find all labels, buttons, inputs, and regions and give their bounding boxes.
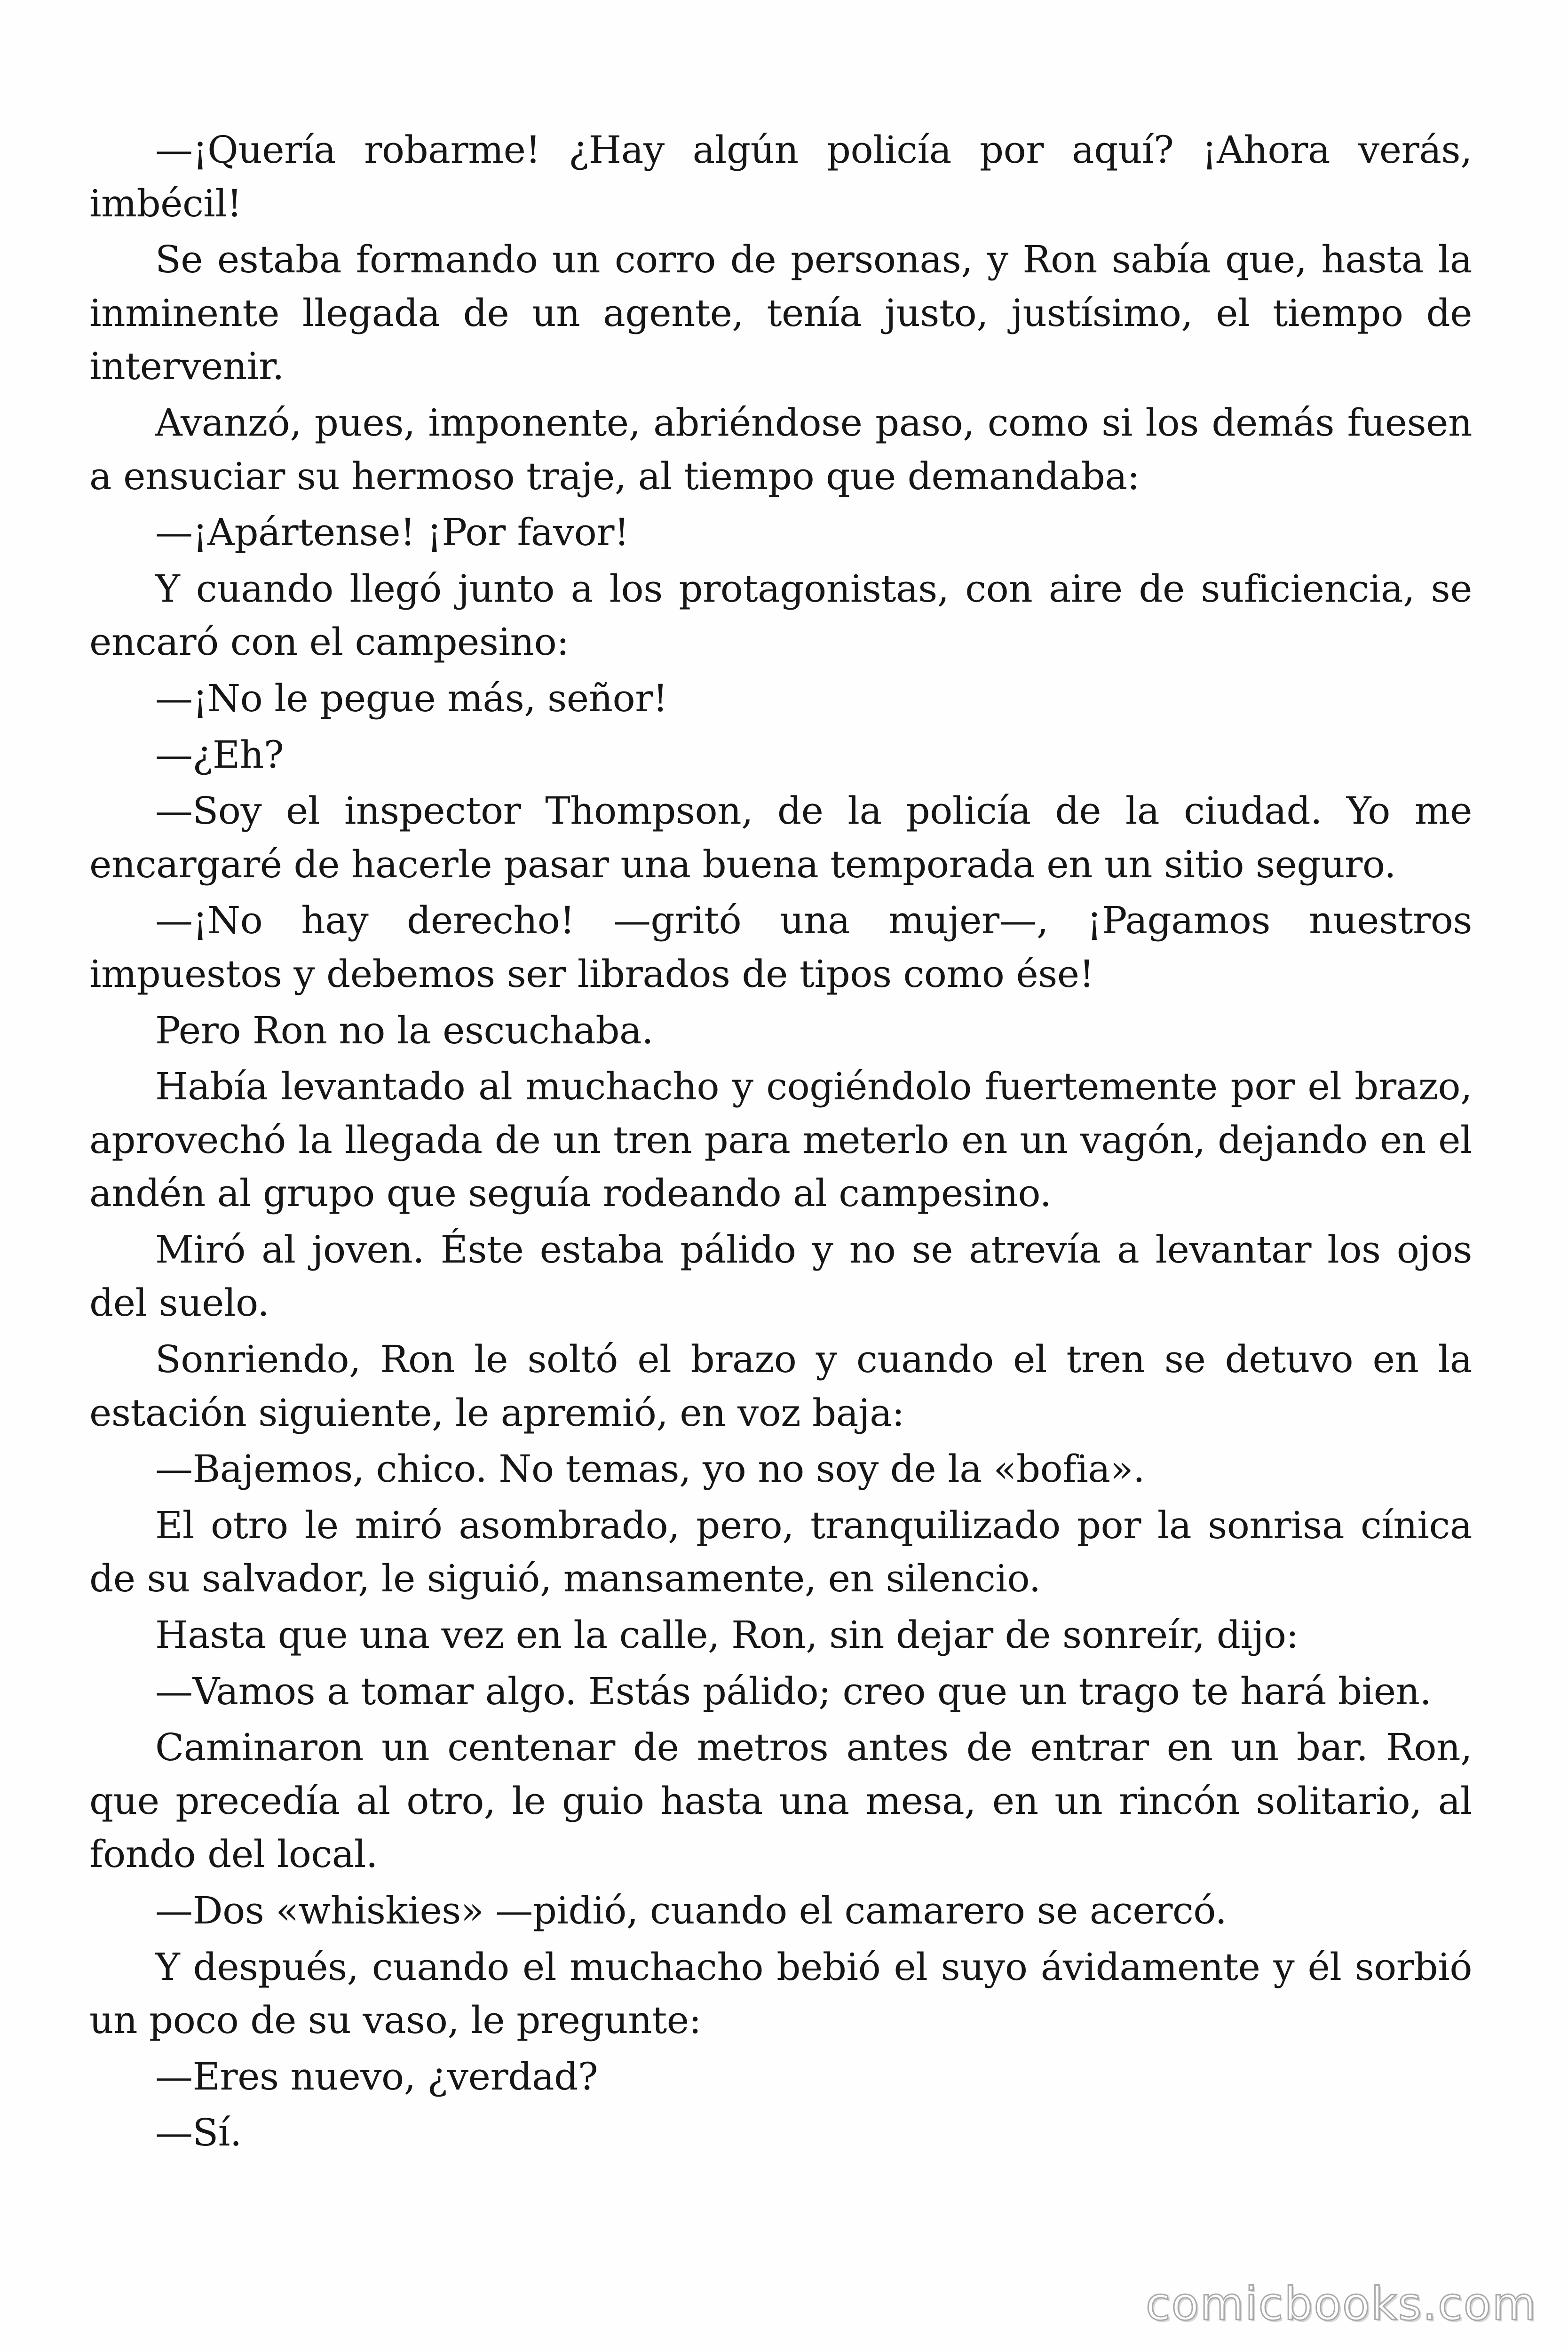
paragraph: Sonriendo, Ron le soltó el brazo y cuando el tren se detuvo en la estación siguiente, le apremió, en voz baja: [89,1337,1472,1435]
paragraph: —¡No le pegue más, señor! [155,676,668,720]
watermark: comicbooks.com [1145,2278,1537,2330]
body-text [89,123,1472,2162]
paragraph: —¡Quería robarme! ¿Hay algún policía por aquí? ¡Ahora verás, imbécil! [89,128,1472,225]
paragraph: Y cuando llegó junto a los protagonistas, con aire de suficiencia, se encaró con el campesino: [89,566,1472,664]
paragraph: Había levantado al muchacho y cogiéndolo fuertemente por el brazo, aprovechó la llegada de un tren para meterlo en un vagón, dejando en el andén al grupo que seguía rodeando al campesino. [89,1065,1472,1216]
paragraph: —Dos «whiskies» —pidió, cuando el camarero se acercó. [155,1889,1227,1932]
paragraph: —Sí. [155,2111,242,2155]
paragraph: Avanzó, pues, imponente, abriéndose paso, como si los demás fuesen a ensuciar su hermoso traje, al tiempo que demandaba: [89,400,1472,498]
paragraph: —Soy el inspector Thompson, de la policía de la ciudad. Yo me encargaré de hacerle pasar una buena temporada en un sitio seguro. [89,789,1472,886]
paragraph: —¡Apártense! ¡Por favor! [155,510,629,555]
paragraph: —Vamos a tomar algo. Estás pálido; creo que un trago te hará bien. [155,1669,1432,1713]
paragraph: —Bajemos, chico. No temas, yo no soy de la «bofia». [155,1447,1145,1491]
paragraph: Se estaba formando un corro de personas, y Ron sabía que, hasta la inminente llegada de un agente, tenía justo, justísimo, el tiempo de intervenir. [89,238,1472,389]
paragraph: Caminaron un centenar de metros antes de entrar en un bar. Ron, que precedía al otro, le guio hasta una mesa, en un rincón solitario, al fondo del local. [89,1725,1472,1876]
paragraph: Y después, cuando el muchacho bebió el suyo ávidamente y él sorbió un poco de su vaso, le pregunte: [89,1945,1472,2042]
paragraph: Pero Ron no la escuchaba. [155,1008,654,1052]
paragraph: —¿Eh? [155,732,284,777]
paragraph: El otro le miró asombrado, pero, tranquilizado por la sonrisa cínica de su salvador, le siguió, mansamente, en silencio. [89,1503,1472,1601]
paragraph: Hasta que una vez en la calle, Ron, sin dejar de sonreír, dijo: [155,1613,1299,1657]
paragraph: —¡No hay derecho! —gritó una mujer—, ¡Pagamos nuestros impuestos y debemos ser librados de tipos como ése! [89,898,1472,996]
paragraph: Miró al joven. Éste estaba pálido y no se atrevía a levantar los ojos del suelo. [89,1227,1472,1325]
paragraph: —Eres nuevo, ¿verdad? [155,2054,598,2098]
